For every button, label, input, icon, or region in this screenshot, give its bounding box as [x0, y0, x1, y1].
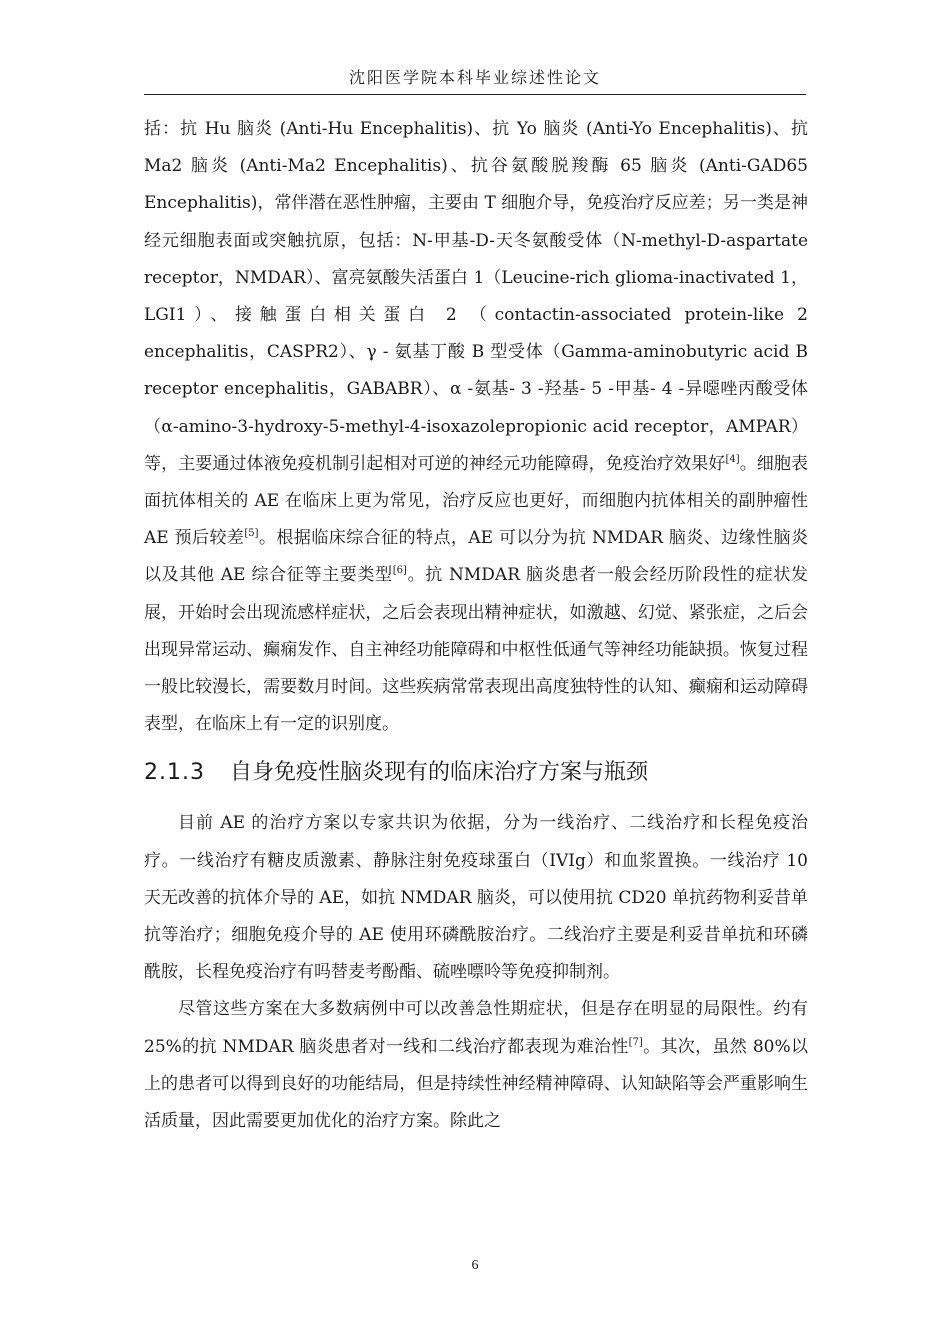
- paragraph-text: 。抗 NMDAR 脑炎患者一般会经历阶段性的症状发展，开始时会出现流感样症状，之后会表现出精神症状，如激越、幻觉、紧张症，之后会出现异常运动、癫痫发作、自主神经功能障碍和中枢性低通气等神经功能缺损。恢复过程一般比较漫长，需要数月时间。这些疾病常常表现出高度独特性的认知、癫痫和运动障碍表型，在临床上有一定的识别度。: [144, 565, 809, 735]
- section-heading: [144, 752, 808, 794]
- citation: [4]: [725, 453, 740, 465]
- paragraph-text: 尽管这些方案在大多数病例中可以改善急性期症状，但是存在明显的局限性。约有 25%的抗 NMDAR 脑炎患者对一线和二线治疗都表现为难治性: [144, 999, 808, 1057]
- citation: [6]: [392, 565, 407, 577]
- section-title: 自身免疫性脑炎现有的临床治疗方案与瓶颈: [230, 760, 649, 786]
- paragraph-text: 。其次，虽然 80%以上的患者可以得到良好的功能结局，但是持续性神经精神障碍、认知缺陷等会严重影响生活质量，因此需要更加优化的治疗方案。除此之: [144, 1036, 808, 1132]
- citation: [7]: [628, 1036, 643, 1048]
- running-header: 沈阳医学院本科毕业综述性论文: [348, 68, 601, 87]
- page-number: 6: [471, 1258, 479, 1273]
- main-content: [144, 111, 808, 1140]
- body-paragraph: [144, 991, 808, 1140]
- paragraph-text: 。细胞表面抗体相关的 AE 在临床上更为常见，治疗反应也更好，而细胞内抗体相关的副肿瘤性 AE 预后较差: [144, 453, 809, 549]
- body-paragraph: 目前 AE 的治疗方案以专家共识为依据，分为一线治疗、二线治疗和长程免疫治疗。一线治疗有糖皮质激素、静脉注射免疫球蛋白（IVIg）和血浆置换。一线治疗 10 天无改善的抗体介导的 AE，如抗 NMDAR 脑炎，可以使用抗 CD20 单抗药物利妥昔单抗等治疗；细胞免疫介导的 AE 使用环磷酰胺治疗。二线治疗主要是利妥昔单抗和环磷酰胺，长程免疫治疗有吗替麦考酚酯、硫唑嘌呤等免疫抑制剂。: [144, 813, 808, 983]
- paragraph-text: 。根据临床综合征的特点，AE 可以分为抗 NMDAR 脑炎、边缘性脑炎以及其他 AE 综合征等主要类型: [144, 528, 808, 586]
- section-number: 2.1.3: [144, 760, 205, 786]
- citation: [5]: [244, 528, 259, 540]
- paragraph-text: 括：抗 Hu 脑炎 (Anti-Hu Encephalitis)、抗 Yo 脑炎 (Anti-Yo Encephalitis)、抗 Ma2 脑炎 (Anti-Ma2 Encephalitis)、抗谷氨酸脱羧酶 65 脑炎 (Anti-GAD65 Encephalitis)，常伴潜在恶性肿瘤，主要由 T 细胞介导，免疫治疗反应差；另一类是神经元细胞表面或突触抗原，包括：N-甲基-D-天冬氨酸受体（N-methyl-D-aspartate receptor，NMDAR）、富亮氨酸失活蛋白 1（Leucine-rich glioma-inactivated 1，LGI1）、接触蛋白相关蛋白 2 （contactin-associated protein-like 2 encephalitis，CASPR2）、γ - 氨基丁酸 B 型受体（Gamma-aminobutyric acid B receptor encephalitis，GABABR）、α -氨基- 3 -羟基- 5 -甲基- 4 -异噁唑丙酸受体 （α-amino-3-hydroxy-5-methyl-4-isoxazolepropionic acid receptor，AMPAR）等，主要通过体液免疫机制引起相对可逆的神经元功能障碍，免疫治疗效果好: [144, 119, 809, 474]
- header-divider: [144, 94, 806, 95]
- body-paragraph: [144, 111, 808, 743]
